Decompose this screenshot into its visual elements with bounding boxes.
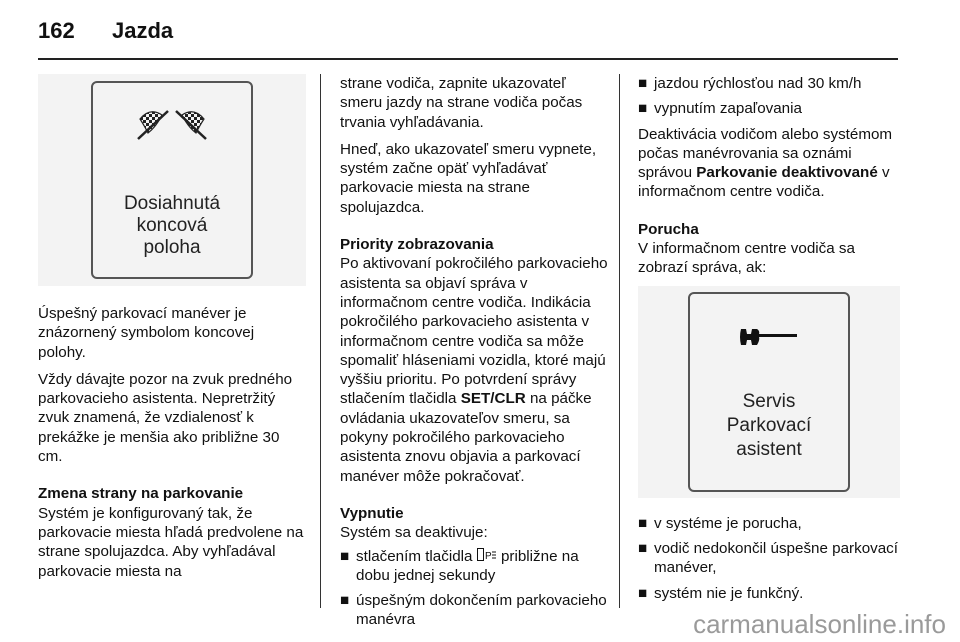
page-number: 162 [38,18,75,43]
watermark: carmanualsonline.info [693,609,946,639]
figure-service-message [638,286,900,498]
text: jazdou rýchlosťou nad 30 km/h [654,75,862,92]
column-divider-2 [619,74,620,608]
text: vypnutím zapaľovania [654,100,802,118]
wrench-icon [737,324,801,350]
paragraph: Hneď, ako ukazovateľ smeru vypnete, systém začne opäť vyhľadávať parkovacie miesta na strane spolujazdca. [340,140,597,216]
figure-end-position-text [124,193,220,259]
message-name: Parkovanie deaktivované [696,164,878,182]
bullet-marker: ■ [638,514,648,532]
text: úspešným dokončením parkovacieho manévra [356,592,607,629]
paragraph: Systém sa deaktivuje: [340,524,488,542]
bullet-marker: ■ [340,547,350,565]
figure-line: Dosiahnutá [123,193,221,214]
figure-end-position [38,74,306,286]
text: na páčke ovládania ukazovateľov smeru, sa pokyny pokročilého parkovacieho asistenta znovu objavia a parkovací manéver môže pokračovať. [340,390,592,485]
bullet-marker: ■ [638,100,648,118]
list-item [638,74,900,93]
subheading: Vypnutie [340,504,404,522]
paragraph: Úspešný parkovací manéver je znázornený symbolom koncovej polohy. [38,305,255,361]
subheading: Priority zobrazovania [340,236,494,254]
text: v systéme je porucha, [654,514,802,532]
list-item [638,539,900,578]
subheading: Porucha [638,220,699,238]
figure-line: koncová [136,215,208,236]
text: v informačnom centre vodiča. [638,164,890,201]
section-title: Jazda [112,18,174,43]
text: Po aktivovaní pokročilého parkovacieho asistenta sa objaví správa v informačnom centre vodiča. Indikácia pokročilého parkovacieho asistenta v informačnom centre vodiča sa môže spomaliť hláseniami vozidla, ktoré majú vyššiu prioritu. Po potvrdení správy stlačením tlačidla [340,255,608,408]
figure-end-position-display [91,81,253,279]
text: približne na dobu jednej sekundy [356,547,579,584]
paragraph: strane vodiča, zapnite ukazovateľ smeru jazdy na strane vodiča počas trvania vyhľadávania. [340,75,583,131]
paragraph: Systém je konfigurovaný tak, že parkovacie miesta hľadá predvolene na strane spolujazdca. Aby vyhľadával parkovacie miesta na [38,504,304,580]
figure-line: asistent [736,438,802,460]
paragraph: V informačnom centre vodiča sa zobrazí správa, ak: [638,240,855,277]
bullet-marker: ■ [340,592,350,610]
checkered-flags-icon [128,105,216,141]
figure-line: Parkovací [726,414,812,436]
paragraph [638,125,900,202]
figure-service-display [688,292,850,492]
list-item [340,547,608,586]
list-item [638,584,900,603]
button-name: SET/CLR [460,390,526,408]
column-divider-1 [320,74,321,608]
list-item [638,99,900,118]
figure-line: poloha [143,237,201,258]
list-item [340,591,608,630]
paragraph: Vždy dávajte pozor na zvuk predného parkovacieho asistenta. Nepretržitý zvuk znamená, že vzdialenosť k prekážke je menšia ako približne 30 cm. [38,370,293,466]
subheading: Zmena strany na parkovanie [38,485,244,503]
parking-assist-icon-letter: P [484,550,492,562]
figure-service-text [727,390,811,462]
text: stlačením tlačidla [356,547,473,565]
parking-assist-icon [477,548,497,562]
bullet-marker: ■ [638,75,648,92]
text: Deaktivácia vodičom alebo systémom počas manévrovania sa oznámi správou [638,125,893,182]
column-3 [638,74,900,609]
column-2 [340,74,608,636]
header-rule [38,58,898,60]
text: vodič nedokončil úspešne parkovací manéver, [654,539,898,577]
bullet-marker: ■ [638,539,648,557]
column-1 [38,74,306,581]
paragraph [340,254,608,486]
list-item [638,514,900,533]
bullet-marker: ■ [638,584,648,602]
figure-line: Servis [742,390,796,412]
text: systém nie je funkčný. [654,584,804,602]
